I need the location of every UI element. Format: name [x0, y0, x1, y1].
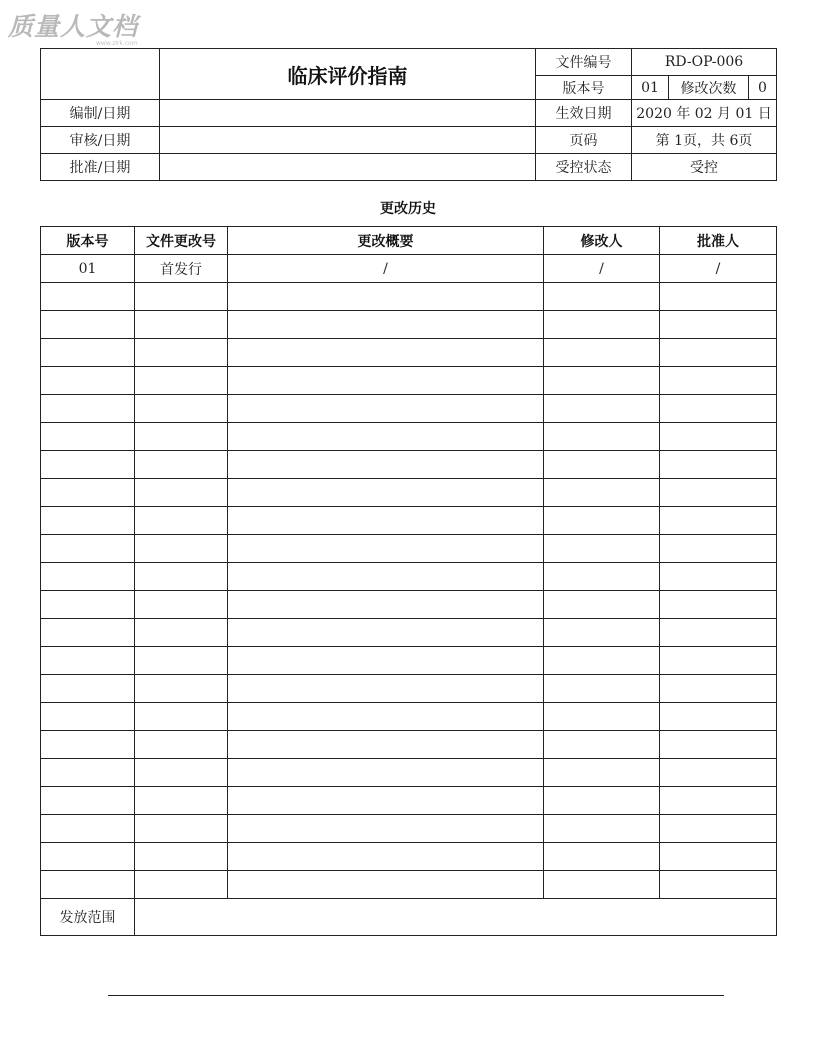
- document-header-table: [40, 48, 777, 181]
- cell-summary: [228, 591, 544, 619]
- cell-approver: [660, 787, 777, 815]
- prepared-label: 编制/日期: [41, 100, 160, 127]
- cell-approver: [660, 731, 777, 759]
- table-row: [41, 311, 777, 339]
- cell-modifier: [544, 815, 660, 843]
- cell-approver: [660, 395, 777, 423]
- cell-modifier: [544, 647, 660, 675]
- effective-date-label: 生效日期: [536, 100, 632, 127]
- cell-change-number: [135, 339, 228, 367]
- cell-change-number: [135, 479, 228, 507]
- table-row: [41, 367, 777, 395]
- cell-version: [41, 787, 135, 815]
- cell-change-number: [135, 423, 228, 451]
- table-row: [41, 647, 777, 675]
- cell-change-number: [135, 591, 228, 619]
- column-header-summary: 更改概要: [228, 227, 544, 255]
- cell-version: [41, 535, 135, 563]
- cell-modifier: [544, 423, 660, 451]
- cell-summary: [228, 283, 544, 311]
- cell-summary: [228, 423, 544, 451]
- cell-version: [41, 479, 135, 507]
- cell-summary: [228, 535, 544, 563]
- cell-modifier: [544, 787, 660, 815]
- cell-version: [41, 591, 135, 619]
- cell-change-number: [135, 759, 228, 787]
- cell-change-number: [135, 563, 228, 591]
- cell-summary: [228, 787, 544, 815]
- history-rows: [41, 255, 777, 899]
- cell-version: [41, 647, 135, 675]
- page-value: 第 1页，共 6页: [632, 127, 777, 154]
- cell-change-number: [135, 871, 228, 899]
- cell-change-number: [135, 703, 228, 731]
- cell-summary: [228, 815, 544, 843]
- cell-version: [41, 423, 135, 451]
- change-history-table: [40, 226, 777, 936]
- prepared-value: [160, 100, 536, 127]
- watermark-text: 质量人文档: [8, 12, 139, 41]
- cell-approver: [660, 843, 777, 871]
- cell-change-number: [135, 395, 228, 423]
- cell-approver: [660, 367, 777, 395]
- cell-summary: [228, 507, 544, 535]
- revision-label: 修改次数: [669, 76, 749, 100]
- cell-change-number: [135, 619, 228, 647]
- cell-modifier: [544, 283, 660, 311]
- table-row: [41, 255, 777, 283]
- cell-summary: [228, 451, 544, 479]
- effective-date-value: 2020 年 02 月 01 日: [632, 100, 777, 127]
- approved-value: [160, 154, 536, 181]
- cell-change-number: [135, 843, 228, 871]
- table-row: [41, 563, 777, 591]
- cell-summary: [228, 311, 544, 339]
- cell-summary: [228, 731, 544, 759]
- table-row: [41, 815, 777, 843]
- approved-label: 批准/日期: [41, 154, 160, 181]
- table-row: [41, 787, 777, 815]
- cell-approver: [660, 619, 777, 647]
- cell-version: [41, 367, 135, 395]
- cell-version: [41, 703, 135, 731]
- column-header-modifier: 修改人: [544, 227, 660, 255]
- cell-change-number: [135, 787, 228, 815]
- cell-approver: [660, 507, 777, 535]
- table-row: [41, 339, 777, 367]
- table-row: [41, 731, 777, 759]
- table-row: [41, 703, 777, 731]
- cell-version: [41, 815, 135, 843]
- table-row: [41, 283, 777, 311]
- cell-version: [41, 843, 135, 871]
- cell-change-number: [135, 311, 228, 339]
- cell-change-number: [135, 367, 228, 395]
- cell-summary: [228, 759, 544, 787]
- cell-version: [41, 871, 135, 899]
- cell-version: [41, 675, 135, 703]
- version-value: 01: [632, 76, 669, 100]
- column-header-change-number: 文件更改号: [135, 227, 228, 255]
- cell-version: [41, 451, 135, 479]
- cell-approver: [660, 479, 777, 507]
- cell-summary: [228, 339, 544, 367]
- cell-approver: [660, 535, 777, 563]
- cell-summary: /: [228, 255, 544, 283]
- cell-change-number: [135, 283, 228, 311]
- cell-change-number: [135, 451, 228, 479]
- document-title: 临床评价指南: [160, 49, 536, 100]
- history-section-title: 更改历史: [380, 201, 436, 217]
- cell-approver: [660, 311, 777, 339]
- cell-version: [41, 731, 135, 759]
- cell-modifier: [544, 731, 660, 759]
- table-row: [41, 619, 777, 647]
- cell-modifier: [544, 759, 660, 787]
- cell-modifier: [544, 535, 660, 563]
- cell-summary: [228, 843, 544, 871]
- cell-version: [41, 507, 135, 535]
- cell-modifier: [544, 619, 660, 647]
- cell-modifier: [544, 871, 660, 899]
- cell-version: [41, 619, 135, 647]
- cell-approver: [660, 647, 777, 675]
- cell-approver: [660, 815, 777, 843]
- cell-version: [41, 563, 135, 591]
- table-row: [41, 843, 777, 871]
- cell-change-number: 首发行: [135, 255, 228, 283]
- cell-summary: [228, 395, 544, 423]
- distribution-label: 发放范围: [41, 899, 135, 936]
- cell-change-number: [135, 507, 228, 535]
- version-label: 版本号: [536, 76, 632, 100]
- cell-version: [41, 283, 135, 311]
- cell-summary: [228, 479, 544, 507]
- table-row: [41, 479, 777, 507]
- cell-modifier: [544, 591, 660, 619]
- page-label: 页码: [536, 127, 632, 154]
- cell-summary: [228, 367, 544, 395]
- cell-version: 01: [41, 255, 135, 283]
- cell-approver: [660, 759, 777, 787]
- watermark-url: www.zlrk.com: [96, 40, 138, 47]
- cell-modifier: [544, 395, 660, 423]
- cell-version: [41, 759, 135, 787]
- logo-cell: [41, 49, 160, 100]
- cell-modifier: [544, 703, 660, 731]
- cell-approver: [660, 871, 777, 899]
- cell-summary: [228, 871, 544, 899]
- table-row: [41, 507, 777, 535]
- status-label: 受控状态: [536, 154, 632, 181]
- cell-approver: [660, 563, 777, 591]
- status-value: 受控: [632, 154, 777, 181]
- cell-version: [41, 339, 135, 367]
- table-row: [41, 535, 777, 563]
- table-row: [41, 759, 777, 787]
- cell-modifier: [544, 507, 660, 535]
- distribution-value: [135, 899, 777, 936]
- table-row: [41, 423, 777, 451]
- table-row: [41, 395, 777, 423]
- cell-summary: [228, 563, 544, 591]
- cell-modifier: [544, 675, 660, 703]
- table-row: [41, 451, 777, 479]
- cell-modifier: [544, 843, 660, 871]
- cell-modifier: /: [544, 255, 660, 283]
- cell-summary: [228, 703, 544, 731]
- cell-approver: [660, 451, 777, 479]
- table-row: [41, 591, 777, 619]
- reviewed-value: [160, 127, 536, 154]
- table-row: [41, 675, 777, 703]
- cell-approver: [660, 339, 777, 367]
- cell-version: [41, 311, 135, 339]
- cell-modifier: [544, 479, 660, 507]
- doc-number-value: RD-OP-006: [632, 49, 777, 76]
- column-header-version: 版本号: [41, 227, 135, 255]
- cell-approver: [660, 675, 777, 703]
- doc-number-label: 文件编号: [536, 49, 632, 76]
- cell-modifier: [544, 451, 660, 479]
- column-header-approver: 批准人: [660, 227, 777, 255]
- cell-change-number: [135, 675, 228, 703]
- cell-summary: [228, 647, 544, 675]
- table-row: [41, 871, 777, 899]
- cell-approver: [660, 591, 777, 619]
- watermark-logo: [8, 12, 150, 48]
- cell-change-number: [135, 815, 228, 843]
- cell-summary: [228, 619, 544, 647]
- cell-change-number: [135, 647, 228, 675]
- cell-change-number: [135, 535, 228, 563]
- cell-modifier: [544, 367, 660, 395]
- cell-modifier: [544, 311, 660, 339]
- cell-approver: [660, 703, 777, 731]
- cell-change-number: [135, 731, 228, 759]
- cell-summary: [228, 675, 544, 703]
- cell-approver: [660, 283, 777, 311]
- cell-approver: [660, 423, 777, 451]
- footer-divider: [108, 995, 724, 996]
- cell-approver: /: [660, 255, 777, 283]
- reviewed-label: 审核/日期: [41, 127, 160, 154]
- cell-modifier: [544, 563, 660, 591]
- cell-version: [41, 395, 135, 423]
- cell-modifier: [544, 339, 660, 367]
- revision-value: 0: [749, 76, 777, 100]
